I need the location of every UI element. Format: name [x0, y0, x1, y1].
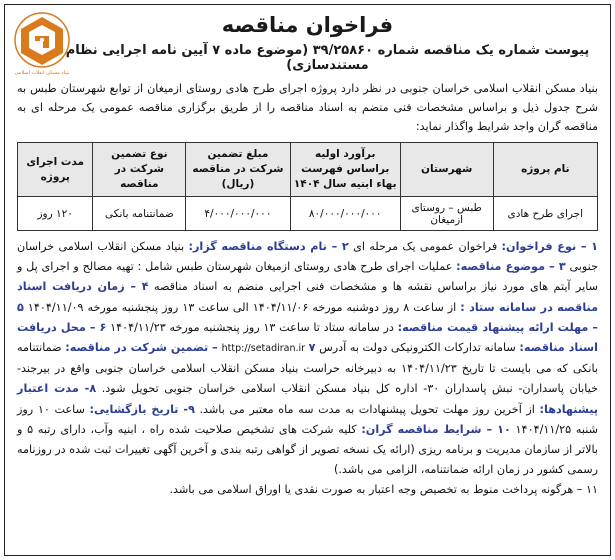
section-9-text: ساعت ۱۰ روز شنبه ۱۴۰۴/۱۱/۲۵ — [17, 402, 598, 436]
section-5-text: در سامانه ستاد تا ساعت ۱۳ روز پنجشنبه مورخه ۱۴۰۴/۱۱/۲۳ — [106, 320, 398, 334]
section-10-label: ۱۰ – شرایط مناقصه گران: — [361, 422, 511, 436]
section-7-label: ۷ – تضمین شرکت در مناقصه: — [65, 341, 316, 355]
header-guarantee-type: نوع تضمین شرکت در مناقصه — [93, 143, 186, 197]
section-3-text: عملیات اجرای طرح هادی روستای ازمیغان شهرستان طبس شامل : تهیه مصالح و اجرای پل و سایر آیتم های مورد نیاز براساس نقشه ها و مشخصات فنی اجرایی منضم به اسناد مناقصه — [17, 260, 598, 294]
header-project: نام پروژه — [493, 143, 597, 197]
section-6-label: ۶ – محل دریافت اسناد مناقصه: — [17, 320, 598, 355]
cell-estimate: ۸۰/۰۰۰/۰۰۰/۰۰۰ — [290, 197, 400, 231]
section-8-text: از آخرین روز مهلت تحویل پیشنهادات به مدت سه ماه معتبر می باشد. — [194, 402, 540, 416]
header-city: شهرستان — [400, 143, 493, 197]
cell-guarantee-amount: ۴/۰۰۰/۰۰۰/۰۰۰ — [186, 197, 290, 231]
section-4-text: از ساعت ۸ روز دوشنبه مورخه ۱۴۰۴/۱۱/۰۶ الی ساعت ۱۳ روز پنجشنبه مورخه ۱۴۰۴/۱۱/۰۹ — [23, 300, 461, 314]
intro-paragraph: بنیاد مسکن انقلاب اسلامی خراسان جنوبی در نظر دارد پروژه اجرای طرح هادی روستای ازمیغان از توابع شهرستان طبس به شرح جدول ذیل و براساس مشخصات فنی منضم به اسناد مناقصه را از طریق برگزاری مناقصه عمومی یک مرحله ای به مناقصه گران واجد شرایط واگذار نماید: — [17, 82, 598, 133]
section-9-label: ۹- تاریخ بازگشایی: — [89, 402, 195, 416]
section-8-label: ۸- مدت اعتبار پیشنهادها: — [17, 382, 599, 416]
cell-project: اجرای طرح هادی — [493, 197, 597, 231]
section-11-text: ۱۱ – هرگونه پرداخت منوط به تخصیص وجه اعتبار به صورت نقدی یا اوراق اسلامی می باشد. — [169, 483, 598, 497]
section-2-text: بنیاد مسکن انقلاب اسلامی خراسان جنوبی — [17, 240, 598, 274]
table-row — [18, 197, 598, 231]
header-duration: مدت اجرای پروژه — [18, 143, 93, 197]
cell-guarantee-type: ضمانتنامه بانکی — [93, 197, 186, 231]
section-3-label: ۳ – موضوع مناقصه: — [456, 260, 566, 274]
cell-city: طبس – روستای ازمیغان — [400, 197, 493, 231]
section-1-label: ۱ – نوع فراخوان: — [501, 240, 598, 253]
section-2-label: ۲ – نام دستگاه مناقصه گزار: — [188, 240, 349, 253]
cell-duration: ۱۲۰ روز — [18, 197, 93, 231]
section-1-text: فراخوان عمومی یک مرحله ای — [348, 240, 502, 253]
housing-foundation-logo — [13, 11, 71, 77]
section-4-label: ۴ – زمان دریافت اسناد مناقصه در سامانه ستاد : — [17, 280, 599, 314]
header-guarantee-amount: مبلغ تضمین شرکت در مناقصه (ریال) — [186, 143, 290, 197]
section-7-text: ضمانتنامه بانکی که می بایست تا تاریخ ۱۴۰۴/۱۱/۲۳ به دبیرخانه حراست بنیاد مسکن انقلاب اسلامی خراسان جنوبی واقع در بیرجند- خیابان پاسداران- نبش پاسداران ۳۰- اداره کل بنیاد مسکن انقلاب اسلامی خراسان جنوبی تحویل شود. — [17, 341, 598, 396]
tender-notice — [4, 4, 611, 556]
setadiran-link[interactable]: http://setadiran.ir — [221, 343, 306, 355]
notice-body — [17, 237, 598, 501]
logo-caption: بنیاد مسکن انقلاب اسلامی — [14, 70, 70, 76]
notice-subtitle: پیوست شماره یک مناقصه شماره ۳۹/۲۵۸۶۰ (موضوع ماده ۷ آیین نامه اجرایی نظام مستندسازی) — [65, 43, 590, 73]
section-5-label: ۵ – مهلت ارائه پیشنهاد قیمت مناقصه: — [17, 300, 598, 334]
header-estimate: برآورد اولیه براساس فهرست بهاء ابنیه سال ۱۴۰۴ — [290, 143, 400, 197]
section-10-text: کلیه شرکت های تشخیص صلاحیت شده راه ، ابنیه وآب، دارای رتبه ۵ و بالاتر از سازمان مدیریت و برنامه ریزی (ارائه یک نسخه تصویر از گواهی رتبه بندی و آخرین آگهی تغییرات ثبت شده در روزنامه رسمی کشور در زمان ارائه ضمانتنامه، الزامی می باشد.) — [17, 422, 598, 477]
notice-title: فراخوان مناقصه — [221, 13, 394, 37]
table-header-row — [18, 143, 598, 197]
section-6-text: سامانه تدارکات الکترونیکی دولت به آدرس — [315, 341, 520, 355]
tender-table — [17, 142, 598, 231]
housing-foundation-logo-icon — [13, 11, 71, 69]
